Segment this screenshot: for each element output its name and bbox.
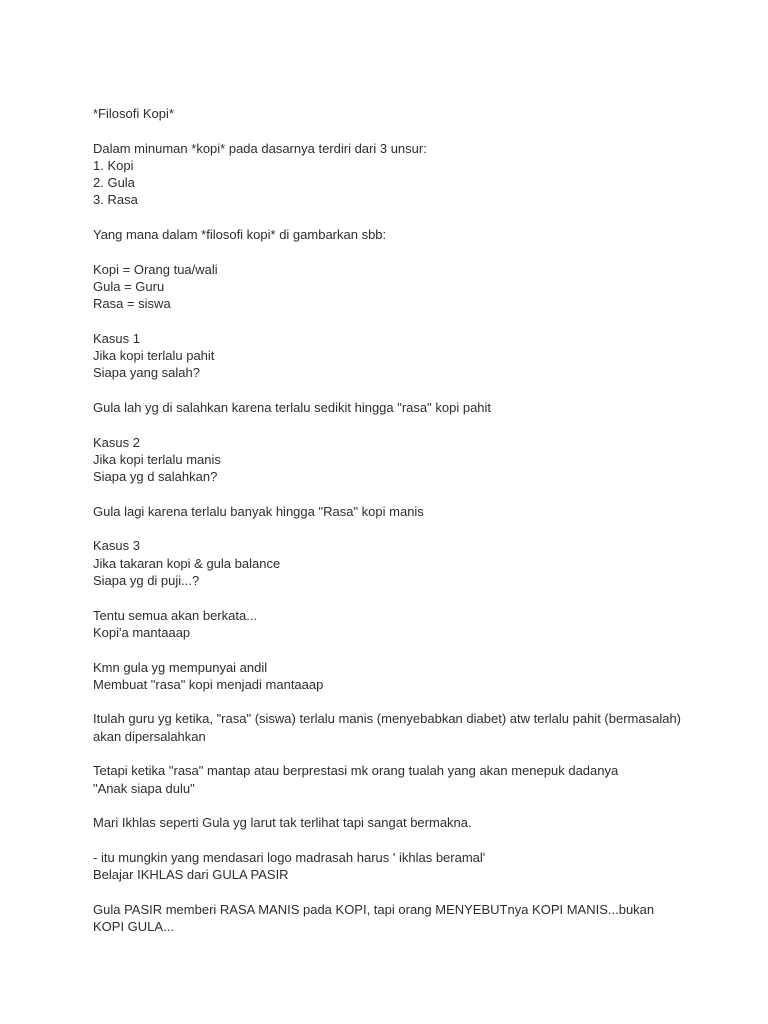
text-line: Jika kopi terlalu manis bbox=[93, 451, 221, 467]
paragraph bbox=[93, 901, 733, 936]
paragraph bbox=[93, 710, 733, 745]
paragraph bbox=[93, 762, 733, 797]
text-line: 1. Kopi bbox=[93, 157, 134, 173]
text-line: *Filosofi Kopi* bbox=[93, 106, 174, 121]
text-line: Mari Ikhlas seperti Gula yg larut tak terlihat tapi sangat bermakna. bbox=[93, 815, 472, 831]
paragraph bbox=[93, 434, 733, 486]
paragraph bbox=[93, 537, 733, 589]
paragraph bbox=[93, 330, 733, 382]
text-line: Siapa yg d salahkan? bbox=[93, 469, 218, 485]
paragraph bbox=[93, 814, 733, 831]
text-line: Membuat "rasa" kopi menjadi mantaaap bbox=[93, 676, 324, 692]
text-line: Belajar IKHLAS dari GULA PASIR bbox=[93, 867, 289, 883]
text-line: Siapa yg di puji...? bbox=[93, 573, 200, 589]
text-line: Kasus 1 bbox=[93, 330, 140, 346]
text-line: Gula lah yg di salahkan karena terlalu sedikit hingga "rasa" kopi pahit bbox=[93, 400, 492, 416]
text-line: Tentu semua akan berkata... bbox=[93, 607, 258, 623]
text-line: 2. Gula bbox=[93, 175, 135, 191]
text-line: Kasus 3 bbox=[93, 538, 140, 554]
text-line: Yang mana dalam *filosofi kopi* di gambarkan sbb: bbox=[93, 227, 387, 243]
text-line: Jika takaran kopi & gula balance bbox=[93, 555, 281, 571]
text-line: Kasus 2 bbox=[93, 434, 140, 450]
text-line: Gula lagi karena terlalu banyak hingga "Rasa" kopi manis bbox=[93, 503, 424, 519]
paragraph bbox=[93, 849, 733, 884]
paragraph bbox=[93, 261, 733, 313]
paragraph bbox=[93, 607, 733, 642]
text-line: Tetapi ketika "rasa" mantap atau berprestasi mk orang tualah yang akan menepuk dadanya bbox=[93, 763, 619, 779]
paragraph bbox=[93, 503, 733, 520]
text-line: Jika kopi terlalu pahit bbox=[93, 348, 215, 364]
text-line: Dalam minuman *kopi* pada dasarnya terdiri dari 3 unsur: bbox=[93, 140, 427, 156]
paragraph bbox=[93, 140, 733, 209]
text-line: Siapa yang salah? bbox=[93, 365, 200, 381]
paragraph bbox=[93, 399, 733, 416]
text-line: - itu mungkin yang mendasari logo madrasah harus ' ikhlas beramal' bbox=[93, 849, 486, 865]
text-line: KOPI GULA... bbox=[93, 918, 174, 934]
text-line: Kopi'a mantaaap bbox=[93, 624, 191, 640]
text-line: Rasa = siswa bbox=[93, 296, 171, 312]
paragraph bbox=[93, 226, 733, 243]
text-line: Itulah guru yg ketika, "rasa" (siswa) terlalu manis (menyebabkan diabet) atw terlalu pahit (bermasalah) bbox=[93, 711, 682, 727]
text-line: Kmn gula yg mempunyai andil bbox=[93, 659, 268, 675]
text-line: Gula PASIR memberi RASA MANIS pada KOPI, tapi orang MENYEBUTnya KOPI MANIS...bukan bbox=[93, 901, 655, 917]
paragraph bbox=[93, 105, 733, 122]
text-line: Gula = Guru bbox=[93, 278, 165, 294]
text-line: 3. Rasa bbox=[93, 192, 138, 208]
text-line: "Anak siapa dulu" bbox=[93, 780, 195, 796]
document-body bbox=[93, 105, 733, 953]
text-line: akan dipersalahkan bbox=[93, 728, 206, 744]
paragraph bbox=[93, 659, 733, 694]
text-line: Kopi = Orang tua/wali bbox=[93, 261, 218, 277]
